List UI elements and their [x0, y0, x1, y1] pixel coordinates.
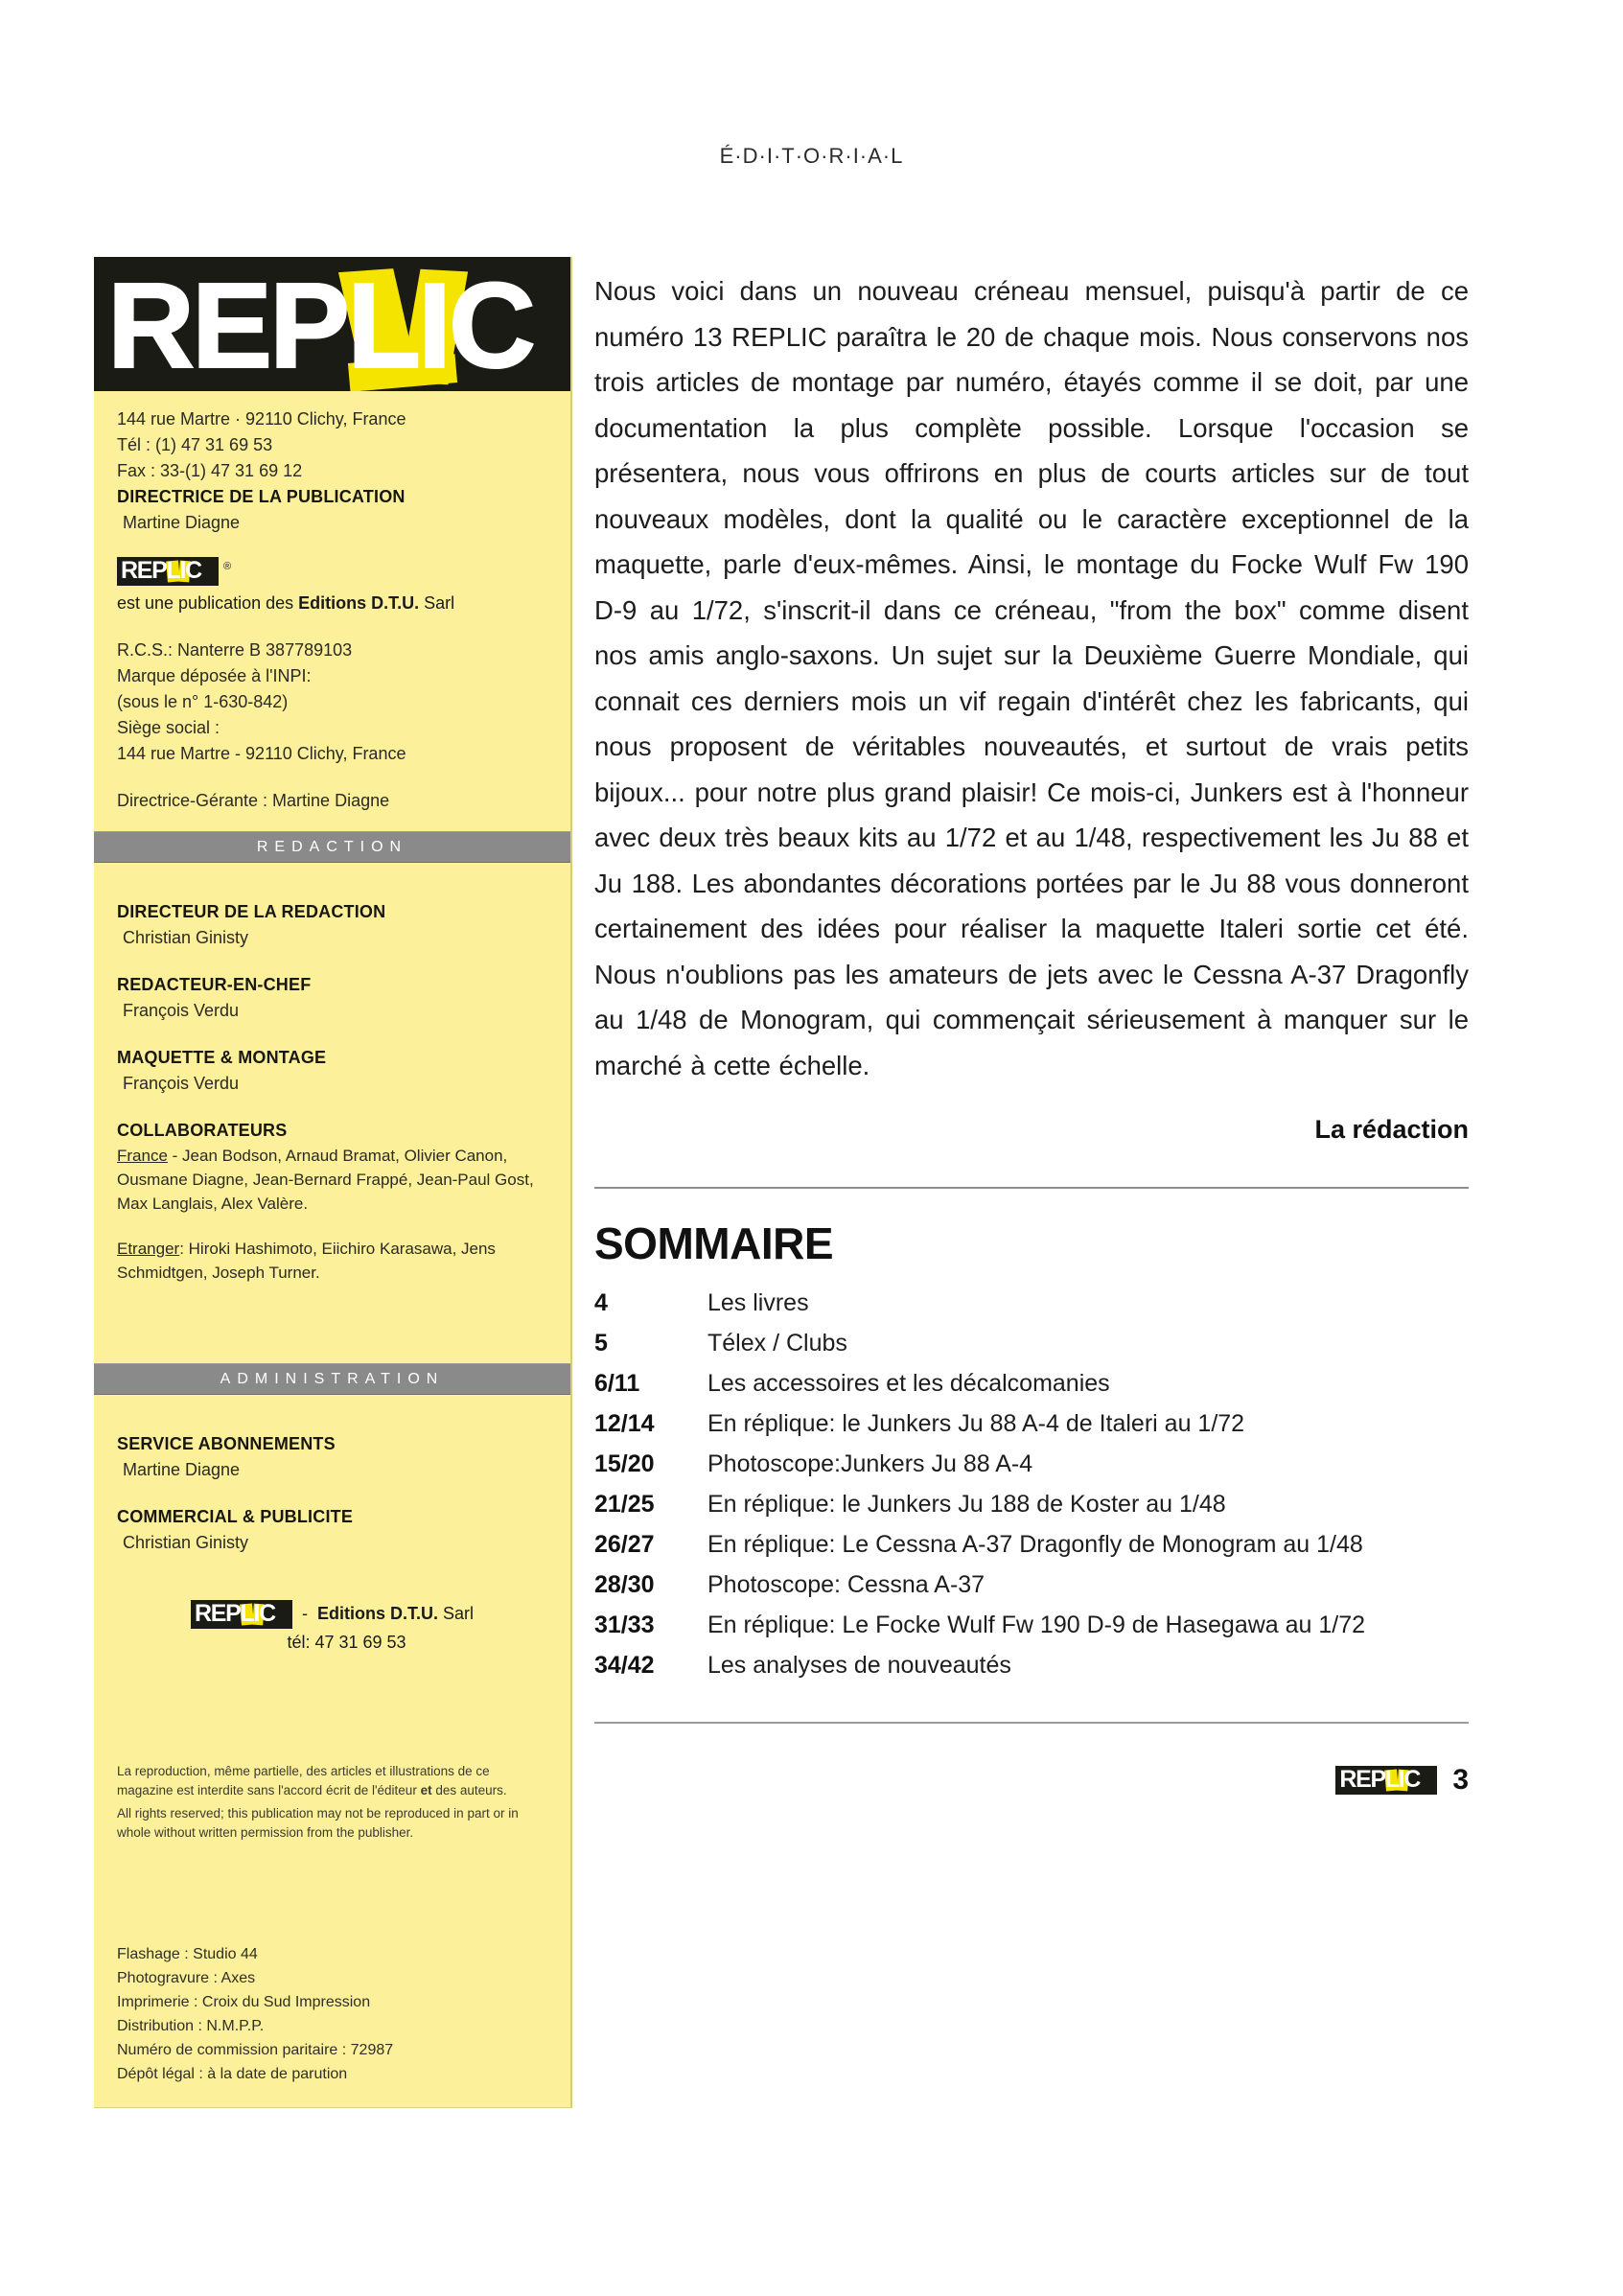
page-footer	[594, 1764, 1469, 1797]
table-row[interactable]	[594, 1524, 1469, 1565]
production-line: Distribution : N.M.P.P.	[117, 2018, 265, 2034]
replic-logo	[94, 257, 570, 391]
collaborators-block	[117, 1118, 547, 1285]
staff-entry	[117, 1431, 547, 1483]
editorial-signature: La rédaction	[1314, 1115, 1469, 1144]
toc-pages: 4	[594, 1288, 608, 1316]
publication-line	[117, 590, 547, 616]
table-row[interactable]	[594, 1645, 1469, 1685]
toc-pages: 31/33	[594, 1611, 655, 1638]
production-line: Photogravure : Axes	[117, 1970, 256, 1986]
staff-entry	[117, 899, 547, 951]
director-name: Martine Diagne	[123, 513, 241, 532]
table-row[interactable]	[594, 1283, 1469, 1323]
table-row[interactable]	[594, 1484, 1469, 1524]
toc-label: Les analyses de nouveautés	[707, 1651, 1011, 1679]
toc-label: En réplique: Le Cessna A-37 Dragonfly de Monogram au 1/48	[707, 1530, 1363, 1558]
registered-mark-icon: ®	[223, 560, 232, 572]
table-row[interactable]	[594, 1323, 1469, 1363]
collaborators-france-names: - Jean Bodson, Arnaud Bramat, Olivier Canon, Ousmane Diagne, Jean-Bernard Frappé, Jean-Paul Gost, Max Langlais, Alex Valère.	[117, 1147, 534, 1213]
table-row[interactable]	[594, 1444, 1469, 1484]
publisher-dash: -	[301, 1603, 308, 1623]
address-line-phone: Tél : (1) 47 31 69 53	[117, 435, 273, 454]
publisher-name: Editions D.T.U.	[298, 593, 420, 613]
collaborators-etranger	[117, 1237, 547, 1285]
sommaire-divider	[594, 1187, 1469, 1189]
redaction-banner: REDACTION	[94, 831, 570, 863]
administration-banner: ADMINISTRATION	[94, 1363, 570, 1395]
legal-siege-label: Siège social :	[117, 718, 220, 737]
production-line: Numéro de commission paritaire : 72987	[117, 2042, 394, 2058]
staff-entry	[117, 1045, 547, 1097]
collaborators-etranger-label: Etranger	[117, 1240, 180, 1258]
role-name: Martine Diagne	[123, 1460, 241, 1479]
replic-mini-logo-footer	[191, 1600, 292, 1629]
toc-pages: 21/25	[594, 1490, 655, 1518]
mini-logo-wordmark: REPLIC	[121, 557, 201, 584]
sommaire-list	[594, 1283, 1469, 1685]
toc-pages: 34/42	[594, 1651, 655, 1679]
sommaire-title: SOMMAIRE	[594, 1218, 833, 1268]
toc-label: Les accessoires et les décalcomanies	[707, 1369, 1110, 1397]
toc-label: En réplique: le Junkers Ju 88 A-4 de Italeri au 1/72	[707, 1409, 1245, 1437]
publisher-logo-row	[117, 1600, 547, 1629]
collaborators-title: COLLABORATEURS	[117, 1121, 288, 1140]
role-name: François Verdu	[123, 1001, 240, 1020]
publisher-suffix: Sarl	[419, 593, 455, 613]
logo-wordmark: REPLIC	[107, 258, 534, 391]
legal-inpi-number: (sous le n° 1-630-842)	[117, 692, 289, 711]
mini-logo-wordmark: REPLIC	[1339, 1766, 1421, 1793]
copyright-french: La reproduction, même partielle, des articles et illustrations de ce magazine est interdite sans l'accord écrit de l'éditeur	[117, 1764, 490, 1797]
production-line: Imprimerie : Croix du Sud Impression	[117, 1994, 371, 2010]
footer-divider	[594, 1722, 1469, 1724]
role-title: SERVICE ABONNEMENTS	[117, 1434, 336, 1453]
toc-pages: 15/20	[594, 1449, 655, 1477]
toc-label: Photoscope:Junkers Ju 88 A-4	[707, 1449, 1033, 1477]
table-row[interactable]	[594, 1605, 1469, 1645]
toc-pages: 12/14	[594, 1409, 655, 1437]
publication-prefix: est une publication des	[117, 593, 299, 613]
toc-label: Les livres	[707, 1288, 809, 1316]
production-line: Dépôt légal : à la date de parution	[117, 2066, 348, 2082]
role-name: Christian Ginisty	[123, 1533, 249, 1552]
toc-pages: 26/27	[594, 1530, 655, 1558]
collaborators-france	[117, 1144, 547, 1216]
legal-siege-address: 144 rue Martre - 92110 Clichy, France	[117, 744, 406, 763]
toc-pages: 28/30	[594, 1570, 655, 1598]
publisher-phone: tél: 47 31 69 53	[287, 1633, 406, 1652]
replic-mini-logo	[117, 557, 219, 586]
copyright-french-tail: des auteurs.	[431, 1783, 507, 1797]
publisher-suffix-footer: Sarl	[437, 1603, 474, 1623]
page-number: 3	[1452, 1764, 1469, 1796]
staff-entry	[117, 972, 547, 1024]
staff-entry	[117, 1504, 547, 1556]
legal-rcs: R.C.S.: Nanterre B 387789103	[117, 640, 353, 660]
address-line-fax: Fax : 33-(1) 47 31 69 12	[117, 461, 303, 480]
publication-logo-row	[117, 557, 547, 586]
masthead-sidebar	[94, 257, 572, 2108]
copyright-notice	[94, 1762, 570, 1843]
copyright-english: All rights reserved; this publication may not be reproduced in part or in whole without written permission from the publisher.	[117, 1806, 519, 1840]
copyright-french-emphasis: et	[420, 1783, 432, 1797]
production-line: Flashage : Studio 44	[117, 1946, 258, 1962]
role-title: DIRECTEUR DE LA REDACTION	[117, 902, 386, 921]
director-label: DIRECTRICE DE LA PUBLICATION	[117, 487, 406, 506]
mini-logo-wordmark: REPLIC	[194, 1600, 275, 1627]
role-title: REDACTEUR-EN-CHEF	[117, 975, 312, 994]
toc-label: En réplique: Le Focke Wulf Fw 190 D-9 de Hasegawa au 1/72	[707, 1611, 1366, 1638]
editorial-body: Nous voici dans un nouveau créneau mensuel, puisqu'à partir de ce numéro 13 REPLIC paraîtra le 20 de chaque mois. Nous conservons nos trois articles de montage par numéro, étayés comme il se doit, par une documentation la plus complète possible. Lorsque l'occasion se présentera, nous vous offrirons en plus de courts articles sur de tout nouveaux modèles, dont la qualité ou le caractère exceptionnel de la maquette, parle d'eux-mêmes. Ainsi, le montage du Focke Wulf Fw 190 D-9 au 1/72, s'inscrit-il dans ce créneau, "from the box" comme disent nos amis anglo-saxons. Un sujet sur la Deuxième Guerre Mondiale, qui connait ces derniers mois un vif regain d'intérêt chez les fabricants, qui nous proposent de véritables nouveautés, et surtout de vrais petits bijoux... pour notre plus grand plaisir! Ce mois-ci, Junkers est à l'honneur avec deux très beaux kits au 1/72 et au 1/48, respectivement les Ju 88 et Ju 188. Les abondantes décorations portées par le Ju 88 vous donneront certainement des idées pour réaliser la maquette Italeri sortie cet été. Nous n'oublions pas les amateurs de jets avec le Cessna A-37 Dragonfly au 1/48 de Monogram, qui commençait sérieusement à manquer sur le marché à cette échelle.	[594, 276, 1469, 1080]
manager-line: Directrice-Gérante : Martine Diagne	[117, 791, 390, 810]
role-title: COMMERCIAL & PUBLICITE	[117, 1507, 354, 1526]
table-row[interactable]	[594, 1363, 1469, 1403]
collaborators-etranger-names: : Hiroki Hashimoto, Eiichiro Karasawa, Jens Schmidtgen, Joseph Turner.	[117, 1240, 496, 1282]
collaborators-france-label: France	[117, 1147, 168, 1165]
role-title: MAQUETTE & MONTAGE	[117, 1048, 327, 1067]
toc-pages: 5	[594, 1329, 608, 1357]
toc-label: En réplique: le Junkers Ju 188 de Koster au 1/48	[707, 1490, 1226, 1518]
main-content	[594, 268, 1469, 1797]
legal-inpi: Marque déposée à l'INPI:	[117, 666, 312, 685]
role-name: François Verdu	[123, 1074, 240, 1093]
replic-footer-logo	[1335, 1766, 1437, 1795]
toc-pages: 6/11	[594, 1369, 640, 1397]
table-row[interactable]	[594, 1565, 1469, 1605]
toc-label: Photoscope: Cessna A-37	[707, 1570, 985, 1598]
production-credits	[94, 1942, 570, 2107]
table-row[interactable]	[594, 1403, 1469, 1444]
address-line-street: 144 rue Martre · 92110 Clichy, France	[117, 409, 406, 429]
toc-label: Télex / Clubs	[707, 1329, 847, 1357]
publisher-name-footer: Editions D.T.U.	[316, 1603, 438, 1623]
role-name: Christian Ginisty	[123, 928, 249, 947]
page-section-header: É·D·I·T·O·R·I·A·L	[719, 144, 904, 168]
